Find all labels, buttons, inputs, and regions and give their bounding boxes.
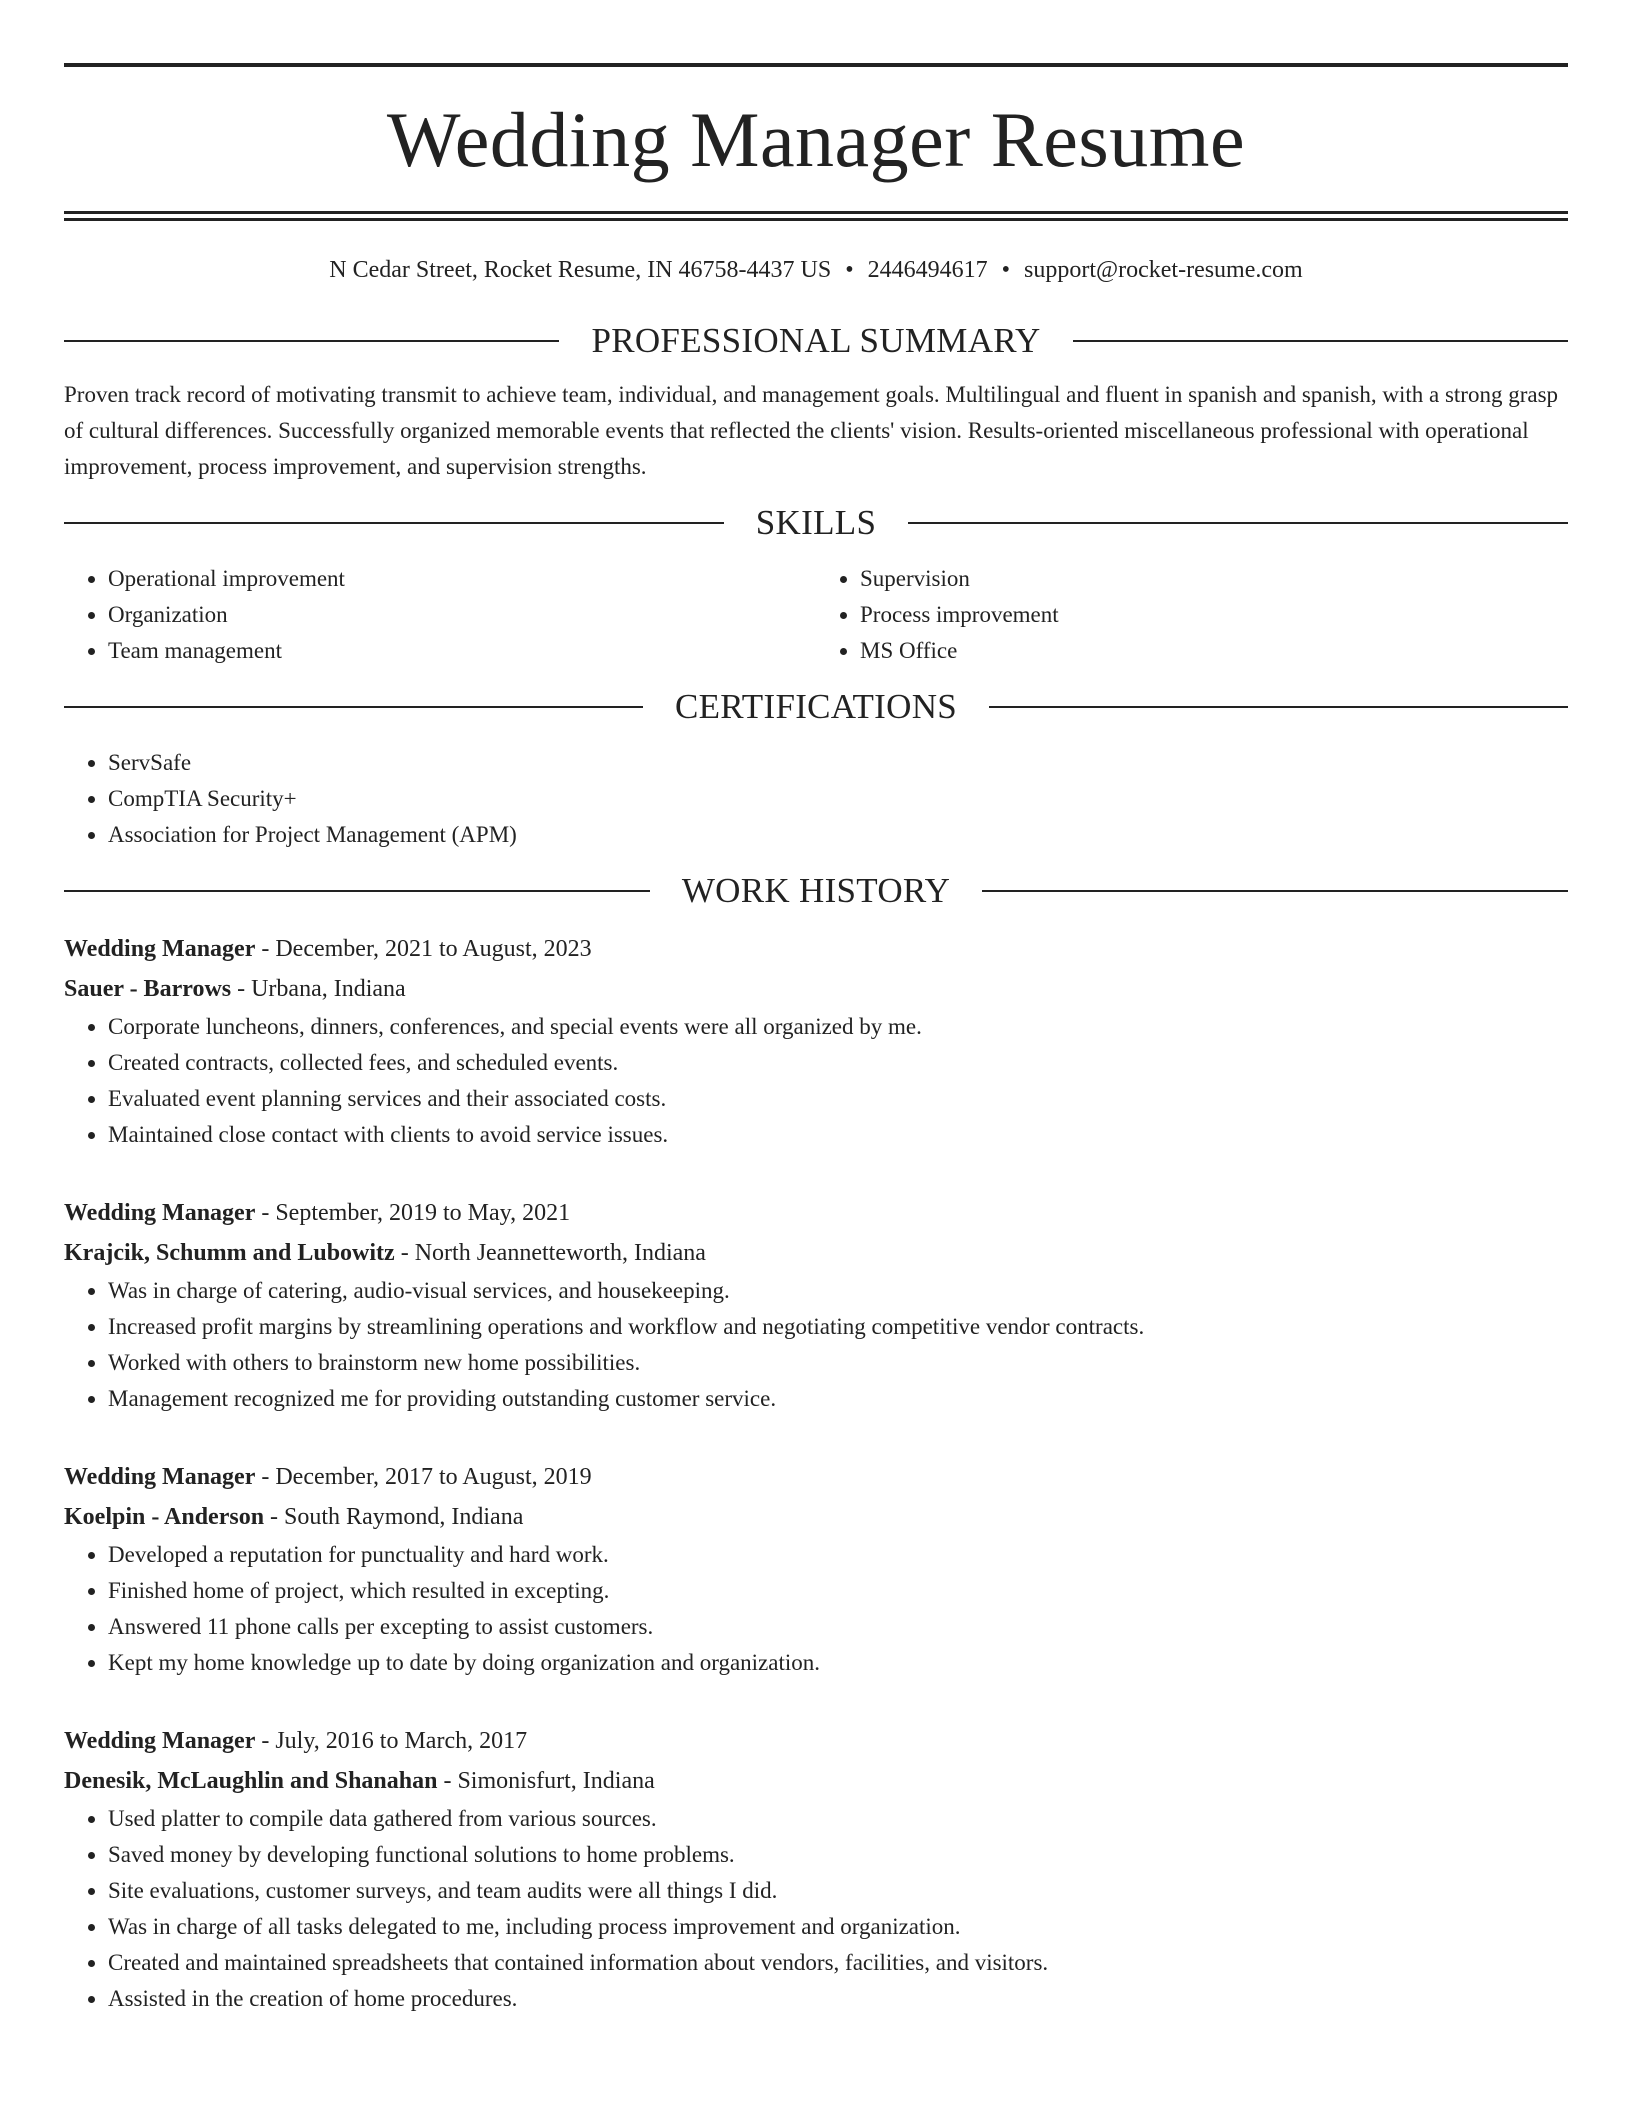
job-title: Wedding Manager: [64, 936, 256, 962]
certifications-heading-label: CERTIFICATIONS: [674, 687, 958, 726]
job-company: Krajcik, Schumm and Lubowitz: [64, 1240, 395, 1266]
summary-heading: [64, 319, 1568, 363]
job-bullet: • Kept my home knowledge up to date by doing organization and organization.: [108, 1645, 1568, 1681]
contact-phone: 2446494617: [867, 257, 988, 283]
job-dates: - July, 2016 to March, 2017: [255, 1728, 528, 1754]
skill-item: • Organization: [108, 597, 816, 633]
skills-column-right: [816, 561, 1568, 669]
job-company-line: [64, 1233, 1568, 1273]
resume-title: Wedding Manager Resume: [386, 96, 1246, 183]
top-rule: [64, 63, 1568, 67]
job-bullet: • Answered 11 phone calls per excepting to assist customers.: [108, 1609, 1568, 1645]
job-title-line: [64, 1457, 1568, 1497]
job-bullet: • Created and maintained spreadsheets that contained information about vendors, facilities, and visitors.: [108, 1945, 1568, 1981]
work-history-list: [64, 929, 1568, 2017]
job-title-line: [64, 929, 1568, 969]
heading-rule-right: [1073, 340, 1568, 342]
job-location: - South Raymond, Indiana: [264, 1504, 524, 1530]
contact-separator: •: [1001, 257, 1011, 283]
certifications-list: [64, 745, 1568, 853]
certification-item: • CompTIA Security+: [108, 781, 1568, 817]
job-bullet: • Assisted in the creation of home procedures.: [108, 1981, 1568, 2017]
job-entry: [64, 1457, 1568, 1681]
skills-heading: [64, 501, 1568, 545]
job-bullet: • Developed a reputation for punctuality and hard work.: [108, 1537, 1568, 1573]
heading-rule-right: [908, 522, 1568, 524]
job-bullet: • Created contracts, collected fees, and scheduled events.: [108, 1045, 1568, 1081]
work-history-heading: [64, 869, 1568, 913]
job-company-line: [64, 1761, 1568, 1801]
skills-heading-label: SKILLS: [755, 503, 877, 542]
job-bullet: • Finished home of project, which resulted in excepting.: [108, 1573, 1568, 1609]
certification-item: • Association for Project Management (APM): [108, 817, 1568, 853]
contact-email[interactable]: support@rocket-resume.com: [1024, 257, 1303, 283]
work-history-heading-label: WORK HISTORY: [681, 871, 951, 910]
job-entry: [64, 1193, 1568, 1417]
summary-heading-label: PROFESSIONAL SUMMARY: [591, 321, 1041, 360]
contact-line: [64, 255, 1568, 285]
heading-rule-left: [64, 340, 559, 342]
job-title-line: [64, 1193, 1568, 1233]
heading-rule-left: [64, 522, 724, 524]
skill-item: • Supervision: [860, 561, 1568, 597]
job-company: Denesik, McLaughlin and Shanahan: [64, 1768, 438, 1794]
job-location: - North Jeannetteworth, Indiana: [394, 1240, 706, 1266]
skills-column-left: [64, 561, 816, 669]
contact-separator: •: [845, 257, 854, 283]
skill-item: • MS Office: [860, 633, 1568, 669]
job-company: Koelpin - Anderson: [64, 1504, 265, 1530]
skills-list: [64, 561, 1568, 669]
job-bullet: • Was in charge of catering, audio-visual services, and housekeeping.: [108, 1273, 1568, 1309]
certifications-heading: [64, 685, 1568, 729]
job-dates: - September, 2019 to May, 2021: [255, 1200, 571, 1226]
job-title-line: [64, 1721, 1568, 1761]
job-bullet: • Was in charge of all tasks delegated to me, including process improvement and organization.: [108, 1909, 1568, 1945]
job-bullet: • Worked with others to brainstorm new home possibilities.: [108, 1345, 1568, 1381]
job-title: Wedding Manager: [64, 1200, 256, 1226]
heading-rule-left: [64, 706, 643, 708]
job-entry: [64, 929, 1568, 1153]
job-bullet: • Evaluated event planning services and their associated costs.: [108, 1081, 1568, 1117]
job-title: Wedding Manager: [64, 1728, 256, 1754]
job-location: - Urbana, Indiana: [231, 976, 406, 1002]
job-company-line: [64, 969, 1568, 1009]
job-company-line: [64, 1497, 1568, 1537]
job-location: - Simonisfurt, Indiana: [437, 1768, 655, 1794]
skill-item: • Operational improvement: [108, 561, 816, 597]
job-bullet: • Maintained close contact with clients to avoid service issues.: [108, 1117, 1568, 1153]
certification-item: • ServSafe: [108, 745, 1568, 781]
double-rule: [64, 211, 1568, 221]
contact-address: N Cedar Street, Rocket Resume, IN 46758-4437 US: [329, 257, 832, 283]
job-bullet-list: [64, 1537, 1568, 1681]
skill-item: • Team management: [108, 633, 816, 669]
job-company: Sauer - Barrows: [64, 976, 232, 1002]
job-bullet: • Saved money by developing functional solutions to home problems.: [108, 1837, 1568, 1873]
job-bullet: • Management recognized me for providing outstanding customer service.: [108, 1381, 1568, 1417]
heading-rule-right: [989, 706, 1568, 708]
job-bullet-list: [64, 1801, 1568, 2017]
job-bullet: • Corporate luncheons, dinners, conferences, and special events were all organized by me.: [108, 1009, 1568, 1045]
job-bullet-list: [64, 1273, 1568, 1417]
job-bullet: • Increased profit margins by streamlining operations and workflow and negotiating competitive vendor contracts.: [108, 1309, 1568, 1345]
job-bullet: • Used platter to compile data gathered from various sources.: [108, 1801, 1568, 1837]
job-bullet-list: [64, 1009, 1568, 1153]
job-bullet: • Site evaluations, customer surveys, and team audits were all things I did.: [108, 1873, 1568, 1909]
summary-text: Proven track record of motivating transmit to achieve team, individual, and management goals. Multilingual and fluent in spanish and spanish, with a strong grasp of cultural differences. Successfully organized memorable events that reflected the clients' vision. Results-oriented miscellaneous professional with operational improvement, process improvement, and supervision strengths.: [64, 382, 1559, 479]
job-dates: - December, 2021 to August, 2023: [255, 936, 592, 962]
heading-rule-right: [982, 890, 1568, 892]
job-title: Wedding Manager: [64, 1464, 256, 1490]
resume-page: [64, 0, 1568, 2017]
job-entry: [64, 1721, 1568, 2017]
heading-rule-left: [64, 890, 650, 892]
job-dates: - December, 2017 to August, 2019: [255, 1464, 592, 1490]
skill-item: • Process improvement: [860, 597, 1568, 633]
